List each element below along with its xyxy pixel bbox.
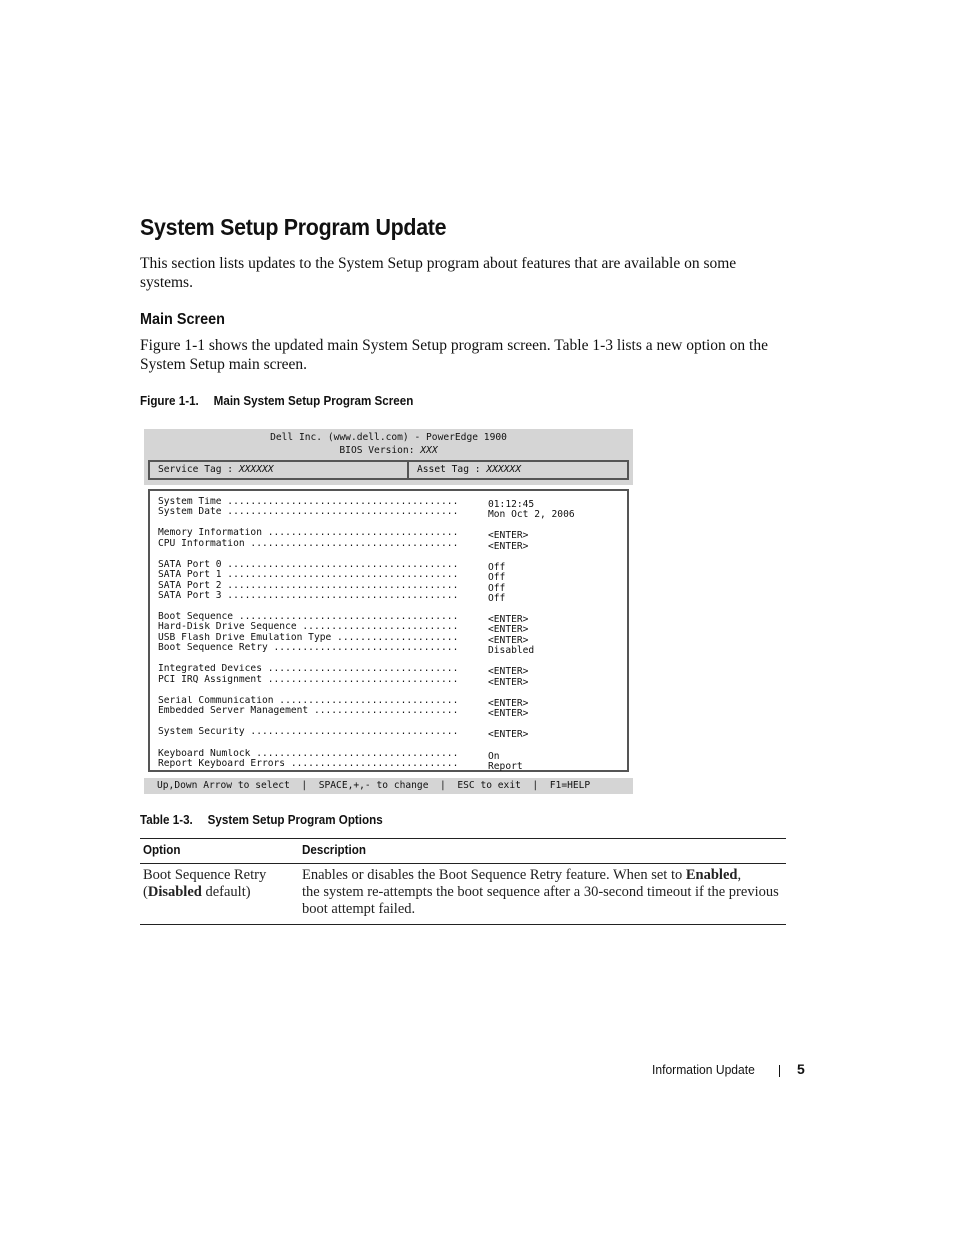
section-heading: Main Screen [140,311,225,328]
description-enabled: Enabled [685,867,738,883]
description-line-1: Enables or disables the Boot Sequence Retry feature. When set to Enabled, [302,867,742,883]
bios-setup-screen [144,429,633,794]
bios-row-usb-flash-drive-emulation[interactable]: USB Flash Drive Emulation Type ..................... <ENTER> [158,633,529,646]
description-line-3: boot attempt failed. [302,901,416,917]
bios-row-pci-irq-assignment[interactable]: PCI IRQ Assignment ................................. <ENTER> [158,675,529,688]
bios-vendor-line: Dell Inc. (www.dell.com) - PowerEdge 1900 [270,432,507,443]
intro-paragraph: This section lists updates to the System Setup program about features that are available on some systems. [140,255,737,291]
option-default: (Disabled default) [143,884,251,900]
footer-section-title: Information Update [652,1062,755,1077]
bios-row-report-keyboard-errors[interactable]: Report Keyboard Errors ............................. Report [158,759,523,772]
option-default-value: Disabled [147,884,202,900]
table-header-rule [140,863,786,864]
table-top-rule [140,838,786,839]
bios-row-sata-port-1[interactable]: SATA Port 1 ........................................ Off [158,570,506,583]
service-tag-box [148,460,410,480]
bios-row-integrated-devices[interactable]: Integrated Devices ................................. <ENTER> [158,664,529,677]
option-name: Boot Sequence Retry [143,867,267,883]
page-number: 5 [797,1061,805,1077]
option-cell [143,867,293,901]
table-bottom-rule [140,924,786,925]
bios-version-label: BIOS Version: [339,445,421,456]
table-caption-number: Table 1-3. [140,813,193,827]
figure-caption [140,394,413,408]
bios-row-sata-port-3[interactable]: SATA Port 3 ........................................ Off [158,591,506,604]
page-title: System Setup Program Update [140,214,447,240]
asset-tag-value: XXXXXX [486,464,521,475]
bios-row-sata-port-2[interactable]: SATA Port 2 ........................................ Off [158,581,506,594]
bios-key-help-bar: Up,Down Arrow to select | SPACE,+,- to change | ESC to exit | F1=HELP [144,778,633,794]
bios-version-value: XXX [420,445,438,456]
service-tag-label: Service Tag : [158,464,239,475]
table-caption [140,813,383,827]
bios-version-line [144,445,633,456]
service-tag-value: XXXXXX [238,464,274,475]
asset-tag-box [407,460,629,480]
asset-tag-label: Asset Tag : [417,464,487,475]
bios-row-boot-sequence[interactable]: Boot Sequence ...................................... <ENTER> [158,612,529,625]
bios-row-sata-port-0[interactable]: SATA Port 0 ........................................ Off [158,560,506,573]
bios-row-boot-sequence-retry[interactable]: Boot Sequence Retry ................................ Disabled [158,643,535,656]
column-header-description: Description [302,843,366,857]
bios-row-serial-communication[interactable]: Serial Communication ............................... <ENTER> [158,696,529,709]
table-caption-title: System Setup Program Options [207,813,383,827]
bios-row-keyboard-numlock[interactable]: Keyboard Numlock ................................... On [158,749,500,762]
bios-row-hard-disk-drive-sequence[interactable]: Hard-Disk Drive Sequence ........................... <ENTER> [158,622,529,635]
bios-row-memory-information[interactable]: Memory Information ................................. <ENTER> [158,528,529,541]
figure-caption-number: Figure 1-1. [140,394,199,408]
bios-menu [148,489,629,772]
bios-row-system-date[interactable]: System Date ........................................ Mon Oct 2, 2006 [158,507,575,520]
bios-row-system-security[interactable]: System Security .................................... <ENTER> [158,727,529,740]
column-header-option: Option [143,843,181,857]
section-paragraph: Figure 1-1 shows the updated main System Setup program screen. Table 1-3 lists a new option on the System Setup main screen. [140,337,768,373]
bios-header [144,429,633,485]
description-line-2: the system re-attempts the boot sequence after a 30-second timeout if the previous [302,884,779,900]
bios-row-embedded-server-management[interactable]: Embedded Server Management ......................... <ENTER> [158,706,529,719]
figure-caption-title: Main System Setup Program Screen [213,394,414,408]
bios-row-cpu-information[interactable]: CPU Information .................................... <ENTER> [158,539,529,552]
footer-separator [779,1065,780,1077]
bios-row-system-time[interactable]: System Time ........................................ 01:12:45 [158,497,535,510]
description-cell [302,867,786,918]
